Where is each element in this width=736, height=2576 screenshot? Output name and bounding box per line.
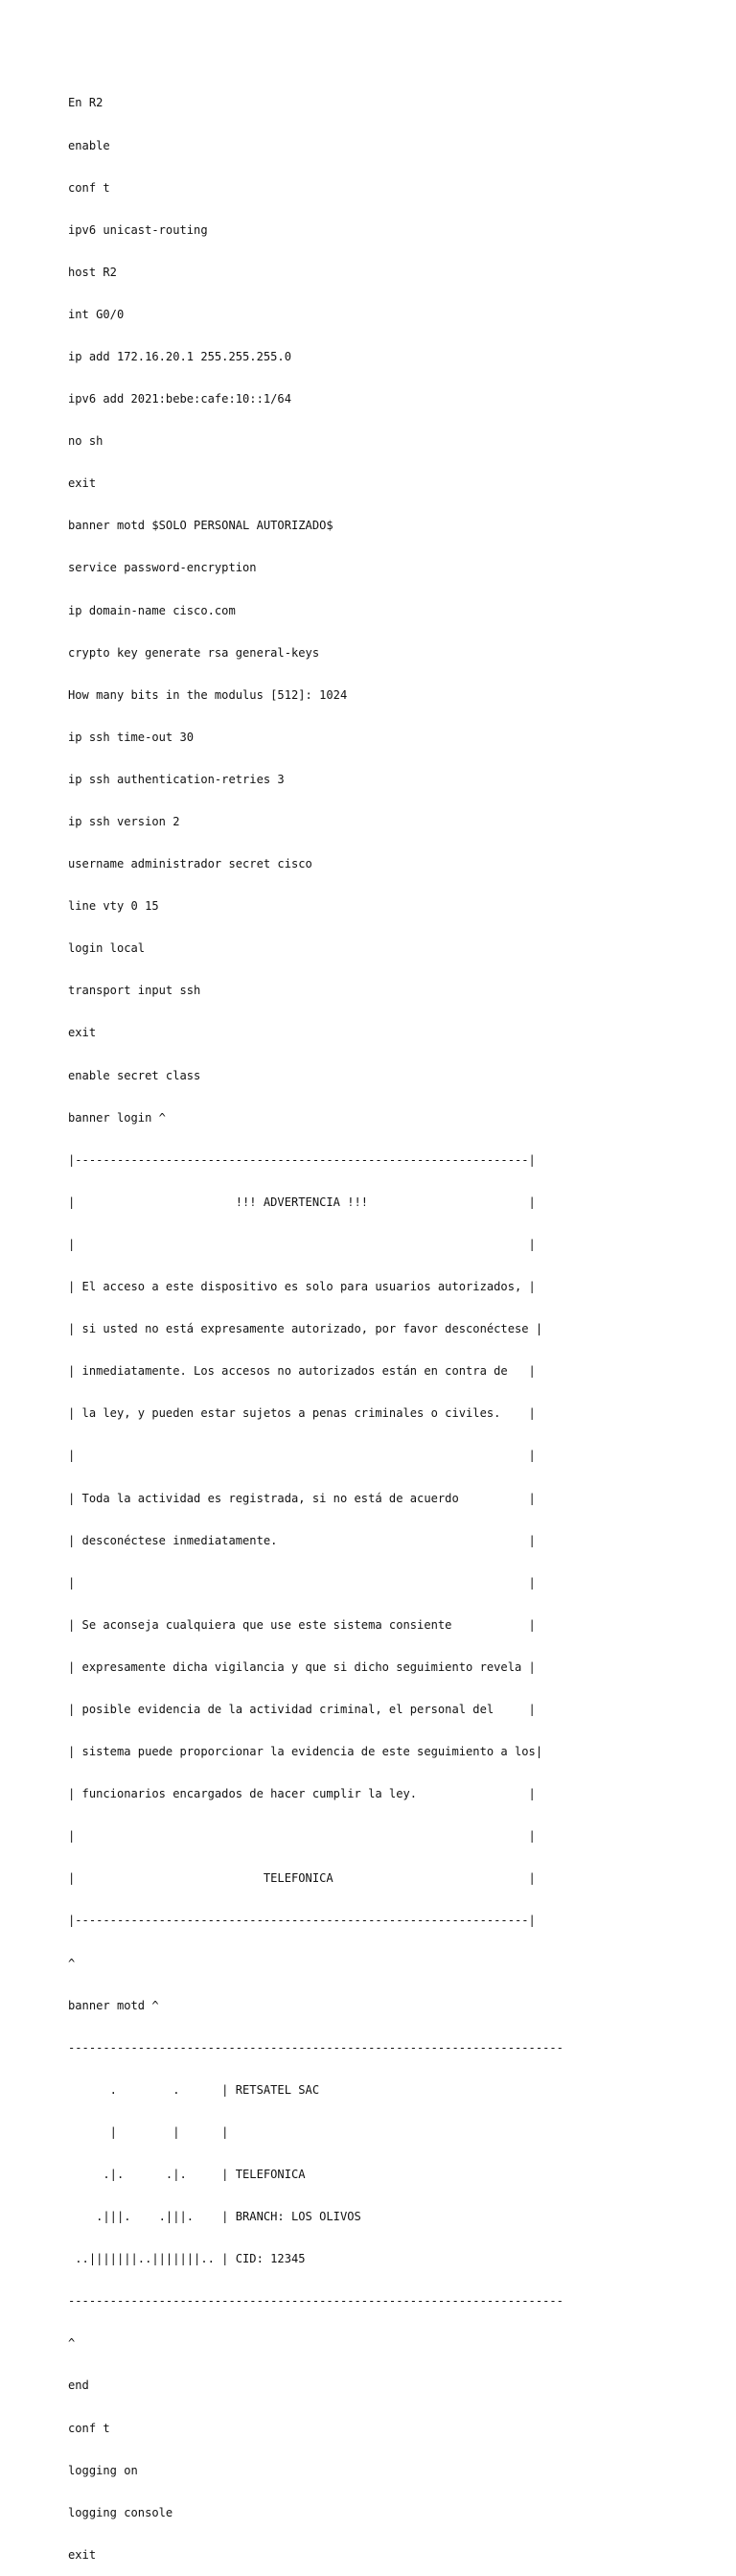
- doc-line: conf t: [68, 2421, 110, 2435]
- doc-line: end: [68, 2379, 89, 2393]
- doc-line: banner motd $SOLO PERSONAL AUTORIZADO$: [68, 519, 334, 533]
- banner-box-line: | !!! ADVERTENCIA !!! |: [68, 1195, 536, 1209]
- doc-line: no sh: [68, 434, 104, 449]
- doc-line: service password-encryption: [68, 561, 257, 575]
- motd-art-line: .|||. .|||. | BRANCH: LOS OLIVOS: [68, 2210, 361, 2224]
- doc-line: username administrador secret cisco: [68, 857, 312, 871]
- doc-line: host R2: [68, 265, 117, 279]
- motd-art-line: | | |: [68, 2124, 229, 2139]
- doc-line: ^: [68, 2336, 76, 2351]
- banner-box-line: | inmediatamente. Los accesos no autorizados están en contra de |: [68, 1364, 536, 1379]
- doc-line: banner motd ^: [68, 1998, 159, 2012]
- banner-box-line: | TELEFONICA |: [68, 1871, 536, 1886]
- doc-line: crypto key generate rsa general-keys: [68, 645, 320, 660]
- banner-box-line: | posible evidencia de la actividad criminal, el personal del |: [68, 1702, 536, 1716]
- motd-art-line: -----------------------------------------------------------------------: [68, 2040, 564, 2054]
- banner-box-line: |-----------------------------------------------------------------|: [68, 1152, 536, 1167]
- doc-line: line vty 0 15: [68, 899, 159, 914]
- motd-art-line: -----------------------------------------------------------------------: [68, 2294, 564, 2309]
- banner-box-line: | desconéctese inmediatamente. |: [68, 1533, 536, 1547]
- doc-line: ip domain-name cisco.com: [68, 603, 236, 617]
- banner-box-line: | |: [68, 1449, 536, 1463]
- doc-line: conf t: [68, 180, 110, 195]
- doc-line: ip ssh time-out 30: [68, 730, 195, 744]
- doc-line: En R2: [68, 96, 104, 110]
- doc-line: ^: [68, 1956, 76, 1970]
- banner-box-line: | |: [68, 1829, 536, 1844]
- doc-line: transport input ssh: [68, 984, 201, 998]
- doc-line: enable secret class: [68, 1068, 201, 1082]
- doc-line: login local: [68, 941, 146, 956]
- motd-art-line: .|. .|. | TELEFONICA: [68, 2168, 306, 2181]
- doc-line: exit: [68, 476, 97, 491]
- doc-line: enable: [68, 138, 110, 152]
- doc-line: logging console: [68, 2505, 173, 2519]
- doc-line: ip add 172.16.20.1 255.255.255.0: [68, 349, 291, 363]
- motd-art-line: . . | RETSATEL SAC: [68, 2082, 320, 2097]
- doc-line: ipv6 unicast-routing: [68, 222, 208, 237]
- doc-line: How many bits in the modulus [512]: 1024: [68, 687, 348, 702]
- banner-box-line: | Toda la actividad es registrada, si no está de acuerdo |: [68, 1491, 536, 1505]
- banner-box-line: | funcionarios encargados de hacer cumplir la ley. |: [68, 1787, 536, 1801]
- doc-line: logging on: [68, 2463, 138, 2477]
- banner-box-line: | Se aconseja cualquiera que use este sistema consiente |: [68, 1617, 536, 1632]
- doc-line: banner login ^: [68, 1110, 166, 1125]
- banner-box-line: | |: [68, 1237, 536, 1251]
- banner-box-line: | El acceso a este dispositivo es solo para usuarios autorizados, |: [68, 1280, 536, 1294]
- banner-box-line: | sistema puede proporcionar la evidencia de este seguimiento a los|: [68, 1745, 543, 1759]
- doc-line: exit: [68, 2547, 97, 2562]
- doc-line: ip ssh authentication-retries 3: [68, 772, 285, 786]
- banner-box-line: | la ley, y pueden estar sujetos a penas criminales o civiles. |: [68, 1406, 536, 1421]
- banner-box-line: |-----------------------------------------------------------------|: [68, 1914, 536, 1928]
- config-document: [68, 68, 564, 2576]
- banner-box-line: | expresamente dicha vigilancia y que si dicho seguimiento revela |: [68, 1659, 536, 1674]
- doc-line: exit: [68, 1026, 97, 1040]
- motd-art-line: ..|||||||..|||||||.. | CID: 12345: [68, 2252, 306, 2266]
- banner-box-line: | |: [68, 1575, 536, 1590]
- doc-line: ip ssh version 2: [68, 815, 180, 828]
- doc-line: ipv6 add 2021:bebe:cafe:10::1/64: [68, 392, 291, 406]
- banner-box-line: | si usted no está expresamente autorizado, por favor desconéctese |: [68, 1322, 543, 1336]
- doc-line: int G0/0: [68, 307, 125, 321]
